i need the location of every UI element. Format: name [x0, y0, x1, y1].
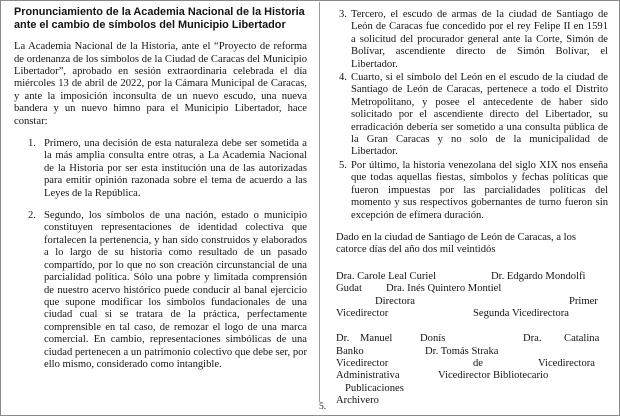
- signatory-role: Segunda Vicedirectora: [473, 307, 569, 319]
- signature-line: [336, 308, 608, 320]
- list-item-text: Segundo, los símbolos de una nación, estado o municipio constituyen representaciones de identidad colectiva que fortalecen la pertenencia, y han sido construidos y elaborados a lo largo de su historia como resultado de un pasado compartido, por lo que no son creación circunstancial de una parcialidad política. Sólo una pobre y limitada comprensión de nuestro acervo histórico puede conducir al banal ejercicio que supone modificar los símbolos fundacionales de una ciudad cual si se tratara de la práctica, perfectamente comprensible en tal caso, de remozar el logo de una marca comercial. En cambio, representaciones simbólicas de una ciudad pertenecen a un patrimonio colectivo que debe ser, por ello mismo, considerado como intangible.: [44, 210, 307, 370]
- signatory-name: Banko: [336, 345, 364, 357]
- signatory-role: de: [473, 358, 483, 370]
- signature-line: [336, 333, 608, 345]
- signatory-role: Vicedirectora: [538, 358, 596, 370]
- intro-paragraph: La Academia Nacional de la Historia, ante el “Proyecto de reforma de ordenanza de los símbolos de la Ciudad de Caracas del Municipio Libertador”, aprobado en sesión extraordinaria celebrada el día miércoles 13 de abril de 2022, por la Cámara Municipal de Caracas, y ante la imposición inconsulta de un nuevo escudo, una nueva bandera y un nuevo himno para el Municipio Libertador, hace constar:: [14, 41, 307, 127]
- right-numbered-list: [336, 9, 608, 222]
- page-number: 5.: [319, 402, 327, 412]
- list-item-4: [336, 72, 608, 159]
- signatory-name: Manuel: [360, 333, 393, 345]
- signature-line: [336, 358, 608, 370]
- signatory-role: Vicedirector Bibliotecario: [438, 370, 549, 382]
- signatory-role: Vicedirector: [336, 307, 389, 319]
- signature-line: [336, 370, 608, 382]
- list-item-number: 2.: [28, 210, 36, 222]
- signatory-name: Dra.: [523, 333, 542, 345]
- list-item-2: [14, 210, 307, 371]
- list-item-number: 1.: [28, 138, 36, 150]
- column-divider: [319, 2, 320, 402]
- list-item-3: [336, 9, 608, 71]
- signatory-role: Archivero: [336, 395, 379, 407]
- signatory-role: Administrativa: [336, 370, 400, 382]
- signatory-role: Directora: [375, 295, 415, 307]
- signature-block-2: [336, 333, 608, 407]
- signatory-name: Dr. Tomás Straka: [425, 345, 499, 357]
- left-numbered-list: [14, 138, 307, 371]
- signature-line: [336, 283, 608, 295]
- signatory-name: Donís: [420, 333, 446, 345]
- list-item-text: Tercero, el escudo de armas de la ciudad de Santiago de León de Caracas fue concedido por el rey Felipe II en 1591 a solicitud del procurador general ante la Corte, Simón de Bolívar, ascendiente directo de Simón Bolívar, el Libertador.: [351, 9, 608, 70]
- signature-line: [336, 296, 608, 308]
- signature-line: [336, 395, 608, 407]
- signatory-role: Vicedirector: [336, 358, 389, 370]
- signatory-name: Dra. Carole Leal Curiel: [336, 270, 437, 282]
- signatory-name: Gudat: [336, 283, 362, 295]
- list-item-number: 5.: [339, 159, 347, 171]
- left-column: [14, 0, 307, 416]
- document-title: Pronunciamiento de la Academia Nacional de la Historia ante el cambio de símbolos del Municipio Libertador: [14, 6, 305, 31]
- list-item-1: [14, 138, 307, 200]
- signatory-name: Catalina: [564, 333, 600, 345]
- list-item-number: 3.: [339, 9, 347, 20]
- list-item-text: Cuarto, si el símbolo del León en el escudo de la ciudad de Santiago de León de Caracas, pertenece a todo el Distrito Metropolitano, y posee el antecedente de haber sido solicitado por el ascendiente directo del Libertador, su erradicación debería ser sometido a una consulta pública de la Gran Caracas y no solo de la municipalidad de Libertador.: [351, 72, 608, 158]
- signatory-name: Dr.: [336, 333, 350, 345]
- signature-line: [336, 271, 608, 283]
- list-item-text: Por último, la historia venezolana del siglo XIX nos enseña que todas aquellas fiestas, símbolos y fechas políticas que fueron impuestas por las parcialidades políticas del momento y sus respectivos gobernantes de turno fueron sin excepción de efímera duración.: [351, 159, 608, 221]
- right-column: [336, 0, 608, 416]
- list-item-number: 4.: [339, 72, 347, 84]
- signatory-name: Dra. Inés Quintero Montiel: [386, 283, 502, 295]
- signature-line: [336, 346, 608, 358]
- signatory-role: Primer: [569, 295, 598, 307]
- signature-block-1: [336, 271, 608, 321]
- list-item-text: Primero, una decisión de esta naturaleza debe ser sometida a la más amplia consulta entre otras, a La Academia Nacional de la Historia por ser esta institución una de las autorizadas para emitir opinión razonada sobre el tema de acuerdo a las Leyes de la República.: [44, 138, 307, 199]
- closing-statement: Dado en la ciudad de Santiago de León de Caracas, a los catorce días del año dos mil veintidós: [336, 231, 577, 256]
- signature-line: [336, 383, 608, 395]
- signatory-role: Publicaciones: [345, 382, 404, 394]
- signatory-name: Dr. Edgardo Mondolfi: [491, 270, 586, 282]
- list-item-5: [336, 160, 608, 222]
